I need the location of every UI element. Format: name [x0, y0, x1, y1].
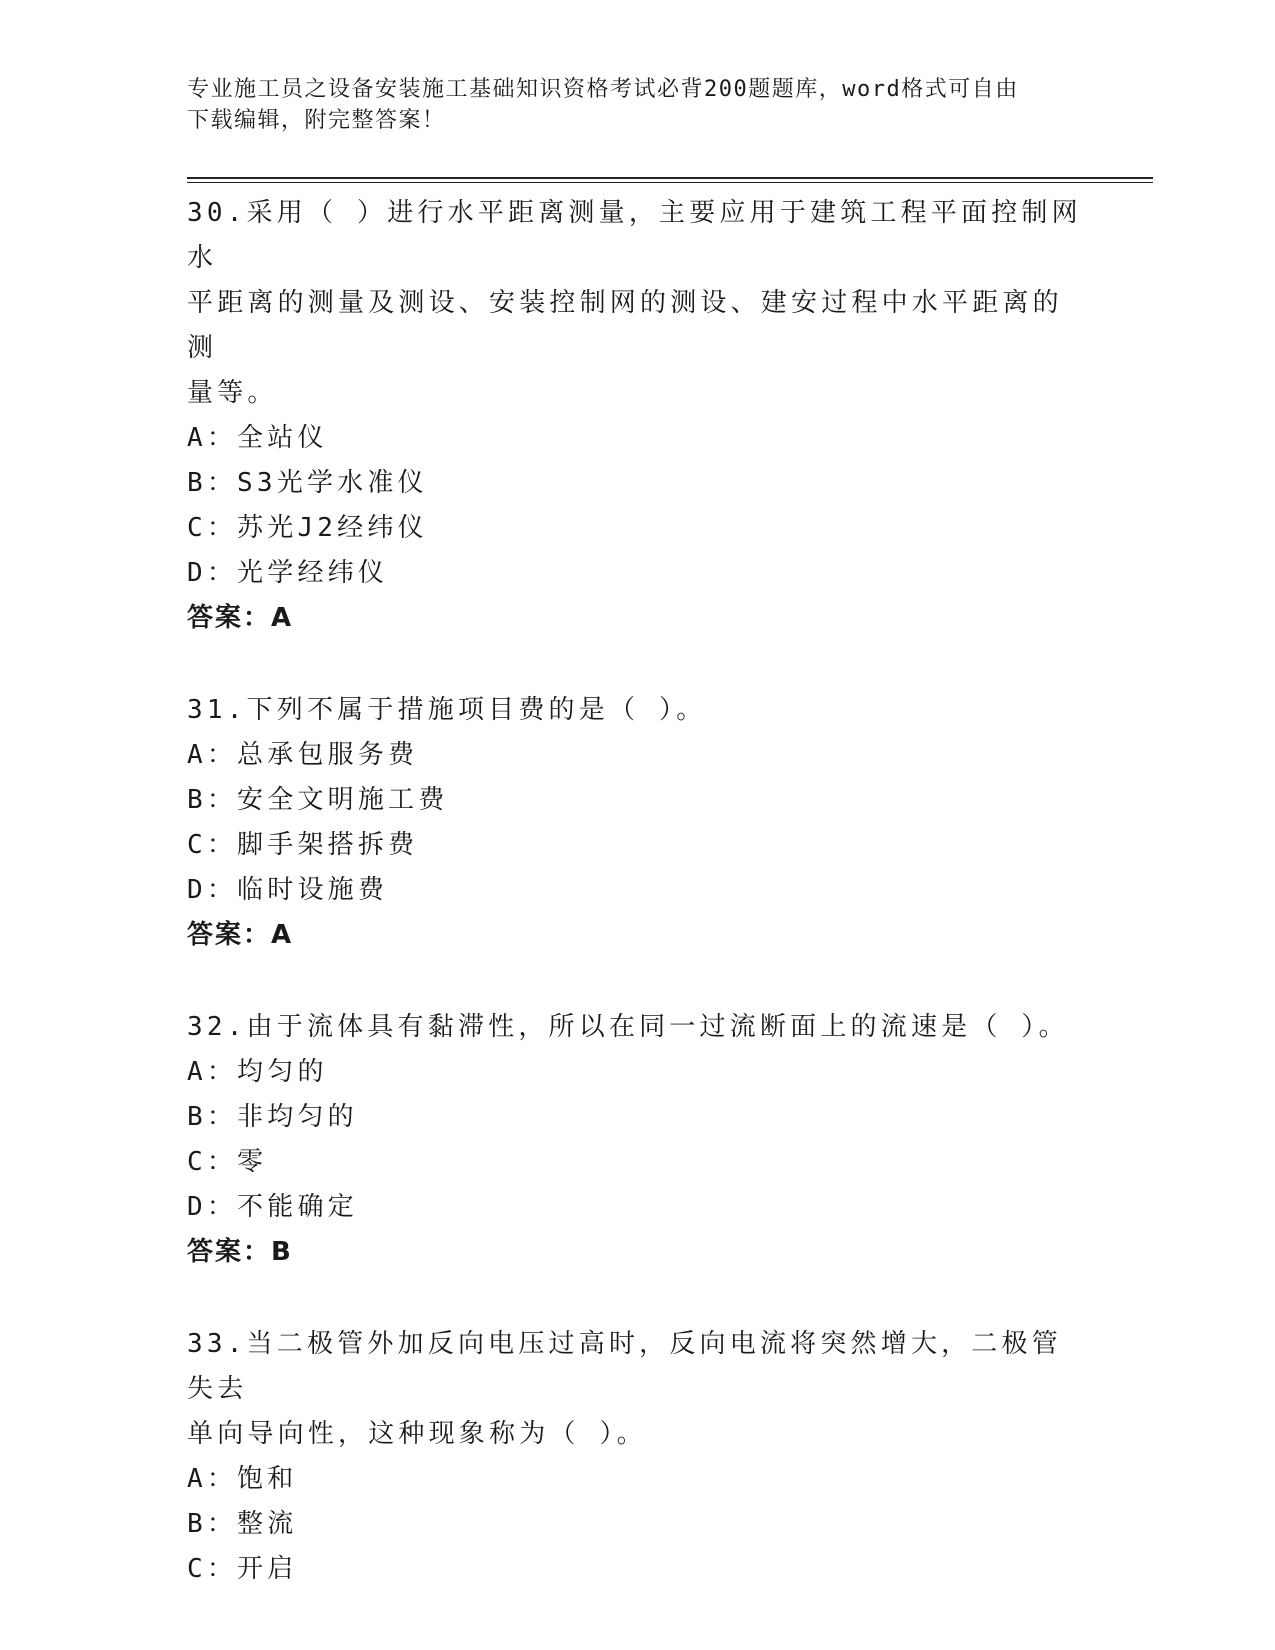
question-spacer	[187, 1275, 1087, 1322]
option-c: C：脚手架搭拆费	[187, 830, 419, 860]
header-divider-thick	[187, 177, 1153, 179]
question-33	[187, 1322, 1087, 1592]
option-a: A：饱和	[187, 1464, 298, 1494]
question-stem-line: 量等。	[187, 378, 278, 408]
option-d: D：临时设施费	[187, 875, 389, 905]
question-spacer	[187, 958, 1087, 1005]
option-c: C：开启	[187, 1554, 298, 1584]
question-31	[187, 688, 1087, 958]
answer-label: 答案：A	[187, 603, 294, 633]
question-30	[187, 191, 1087, 641]
answer-label: 答案：A	[187, 920, 294, 950]
option-b: B：非均匀的	[187, 1102, 358, 1132]
question-stem-line: 32.由于流体具有黏滞性，所以在同一过流断面上的流速是（ ）。	[187, 1012, 1069, 1042]
option-d: D：光学经纬仪	[187, 558, 389, 588]
question-32	[187, 1005, 1087, 1275]
question-stem-line: 31.下列不属于措施项目费的是（ ）。	[187, 695, 707, 725]
question-stem-line: 平距离的测量及测设、安装控制网的测设、建安过程中水平距离的测	[187, 288, 1063, 363]
option-c: C：苏光J2经纬仪	[187, 513, 428, 543]
question-stem-line: 30.采用（ ）进行水平距离测量，主要应用于建筑工程平面控制网水	[187, 198, 1082, 273]
answer-label: 答案：B	[187, 1237, 293, 1267]
option-d: D：不能确定	[187, 1192, 358, 1222]
option-a: A：全站仪	[187, 423, 328, 453]
question-stem-line: 33.当二极管外加反向电压过高时，反向电流将突然增大，二极管失去	[187, 1329, 1062, 1404]
option-b: B：整流	[187, 1509, 298, 1539]
header-line-2: 下载编辑，附完整答案！	[187, 108, 446, 133]
option-b: B：安全文明施工费	[187, 785, 449, 815]
option-b: B：S3光学水准仪	[187, 468, 428, 498]
header-divider-thin	[187, 182, 1153, 183]
option-a: A：总承包服务费	[187, 740, 419, 770]
option-c: C：零	[187, 1147, 268, 1177]
header-line-1: 专业施工员之设备安装施工基础知识资格考试必背200题题库，word格式可自由	[187, 77, 1019, 102]
document-header	[187, 74, 1067, 136]
option-a: A：均匀的	[187, 1057, 328, 1087]
question-spacer	[187, 641, 1087, 688]
question-list	[187, 191, 1087, 1592]
question-stem-line: 单向导向性，这种现象称为（ ）。	[187, 1419, 647, 1449]
